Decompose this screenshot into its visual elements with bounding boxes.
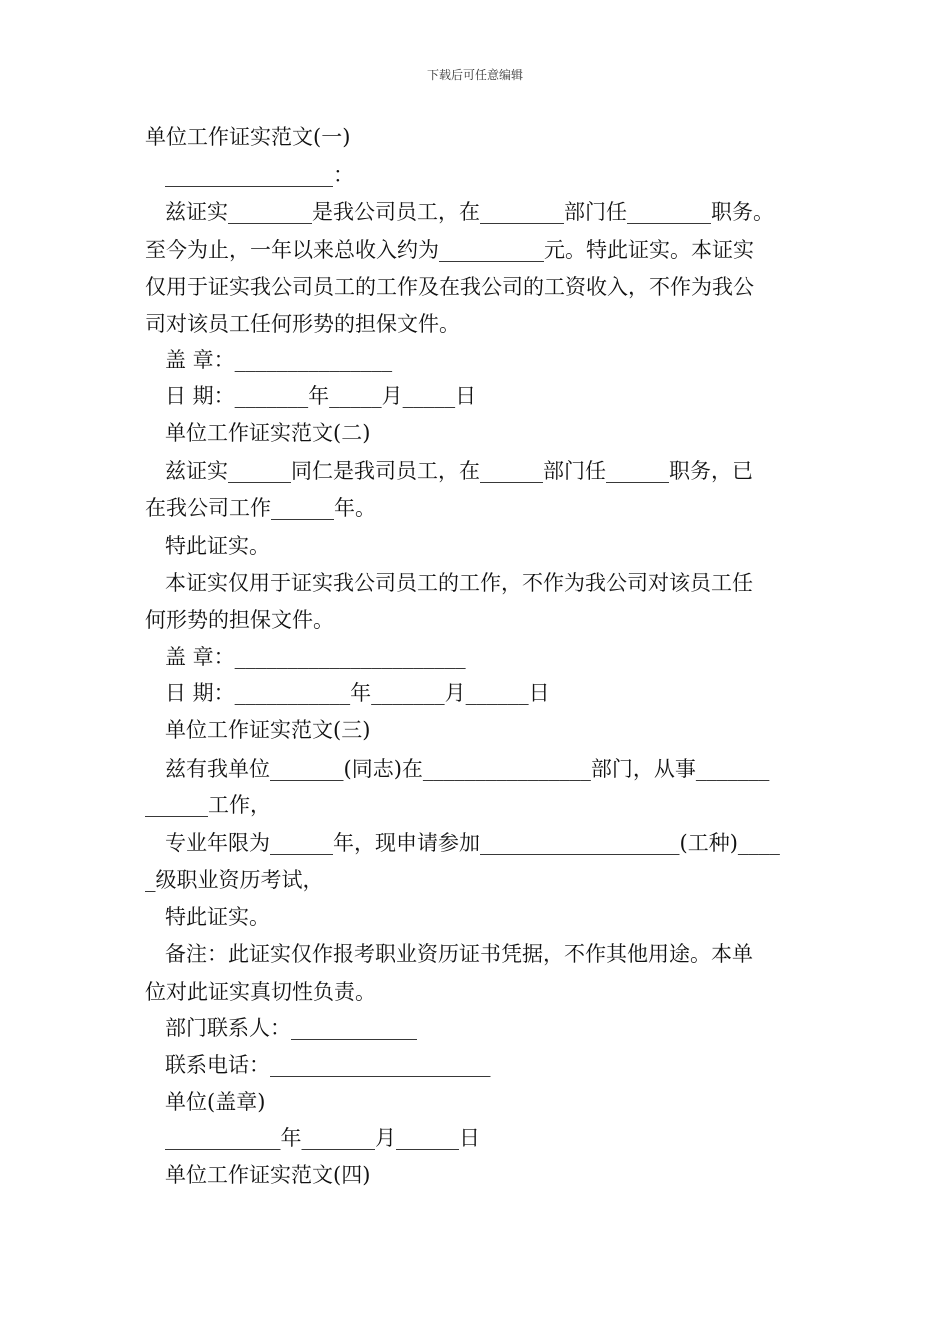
- body-line: 司对该员工任何形势的担保文件。: [145, 312, 460, 336]
- body-line: 本证实仅用于证实我公司员工的工作，不作为我公司对该员工任: [165, 571, 753, 595]
- page-header: 下载后可任意编辑: [426, 68, 523, 82]
- body-line: 仅用于证实我公司员工的工作及在我公司的工资收入，不作为我公: [145, 275, 754, 299]
- section-title-4: 单位工作证实范文(四): [165, 1163, 371, 1187]
- date-line: 日 期：___________年_______月______日: [165, 681, 550, 705]
- section-title-2: 单位工作证实范文(二): [165, 421, 371, 445]
- body-line: 特此证实。: [165, 534, 270, 558]
- remark-line: 备注：此证实仅作报考职业资历证书凭据，不作其他用途。本单: [165, 942, 753, 966]
- section-title-3: 单位工作证实范文(三): [165, 718, 371, 742]
- body-line: 特此证实。: [165, 905, 270, 929]
- body-line: 兹证实______同仁是我司员工，在______部门任______职务，已: [165, 459, 753, 483]
- date-line: ___________年_______月______日: [165, 1126, 480, 1150]
- addressee-blank: ________________：: [165, 163, 354, 187]
- body-line: 兹有我单位_______(同志)在________________部门，从事_______: [165, 757, 770, 781]
- seal-line: 盖 章：_______________: [165, 348, 393, 372]
- body-line: 在我公司工作______年。: [145, 496, 376, 520]
- date-line: 日 期：_______年_____月_____日: [165, 384, 477, 408]
- body-line: ______工作，: [145, 793, 271, 817]
- body-line: 何形势的担保文件。: [145, 608, 334, 632]
- section-title-1: 单位工作证实范文(一): [145, 125, 351, 149]
- contact-person-line: 部门联系人：____________: [165, 1016, 417, 1040]
- body-line: 兹证实________是我公司员工，在________部门任________职务。: [165, 200, 774, 224]
- contact-phone-line: 联系电话：_____________________: [165, 1053, 491, 1077]
- unit-seal-line: 单位(盖章): [165, 1090, 266, 1114]
- remark-line: 位对此证实真切性负责。: [145, 980, 376, 1004]
- body-line: _级职业资历考试，: [145, 868, 324, 892]
- seal-line: 盖 章：______________________: [165, 645, 466, 669]
- body-line: 专业年限为______年，现申请参加___________________(工种)____: [165, 831, 780, 855]
- body-line: 至今为止，一年以来总收入约为__________元。特此证实。本证实: [145, 238, 754, 262]
